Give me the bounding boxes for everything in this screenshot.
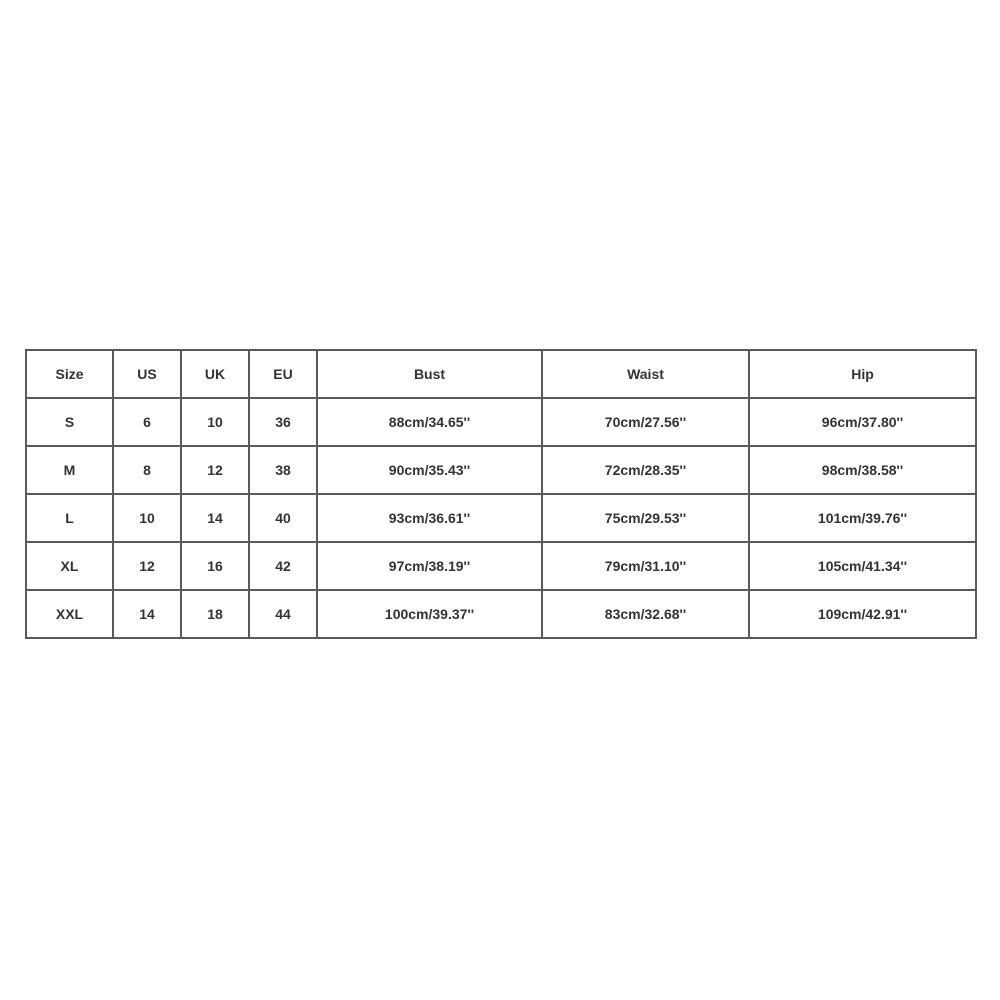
cell-bust: 100cm/39.37'': [317, 590, 542, 638]
cell-size: XL: [26, 542, 113, 590]
header-row: [26, 350, 976, 398]
cell-bust: 88cm/34.65'': [317, 398, 542, 446]
table-row: [26, 542, 976, 590]
header-size: Size: [26, 350, 113, 398]
header-hip: Hip: [749, 350, 976, 398]
table-row: [26, 446, 976, 494]
header-eu: EU: [249, 350, 317, 398]
header-us: US: [113, 350, 181, 398]
cell-uk: 14: [181, 494, 249, 542]
cell-us: 6: [113, 398, 181, 446]
header-bust: Bust: [317, 350, 542, 398]
cell-bust: 97cm/38.19'': [317, 542, 542, 590]
cell-eu: 42: [249, 542, 317, 590]
cell-hip: 96cm/37.80'': [749, 398, 976, 446]
cell-waist: 70cm/27.56'': [542, 398, 749, 446]
cell-eu: 40: [249, 494, 317, 542]
cell-bust: 90cm/35.43'': [317, 446, 542, 494]
table-row: [26, 590, 976, 638]
cell-us: 14: [113, 590, 181, 638]
cell-us: 12: [113, 542, 181, 590]
table-row: [26, 494, 976, 542]
cell-uk: 10: [181, 398, 249, 446]
cell-eu: 44: [249, 590, 317, 638]
cell-uk: 12: [181, 446, 249, 494]
cell-waist: 83cm/32.68'': [542, 590, 749, 638]
cell-hip: 109cm/42.91'': [749, 590, 976, 638]
cell-eu: 38: [249, 446, 317, 494]
cell-uk: 18: [181, 590, 249, 638]
cell-size: S: [26, 398, 113, 446]
cell-hip: 105cm/41.34'': [749, 542, 976, 590]
header-waist: Waist: [542, 350, 749, 398]
cell-us: 10: [113, 494, 181, 542]
table-row: [26, 398, 976, 446]
cell-size: L: [26, 494, 113, 542]
cell-size: M: [26, 446, 113, 494]
cell-us: 8: [113, 446, 181, 494]
size-chart-table: [25, 349, 977, 639]
header-uk: UK: [181, 350, 249, 398]
cell-waist: 75cm/29.53'': [542, 494, 749, 542]
cell-eu: 36: [249, 398, 317, 446]
cell-waist: 79cm/31.10'': [542, 542, 749, 590]
cell-size: XXL: [26, 590, 113, 638]
cell-waist: 72cm/28.35'': [542, 446, 749, 494]
cell-hip: 98cm/38.58'': [749, 446, 976, 494]
cell-bust: 93cm/36.61'': [317, 494, 542, 542]
cell-hip: 101cm/39.76'': [749, 494, 976, 542]
cell-uk: 16: [181, 542, 249, 590]
